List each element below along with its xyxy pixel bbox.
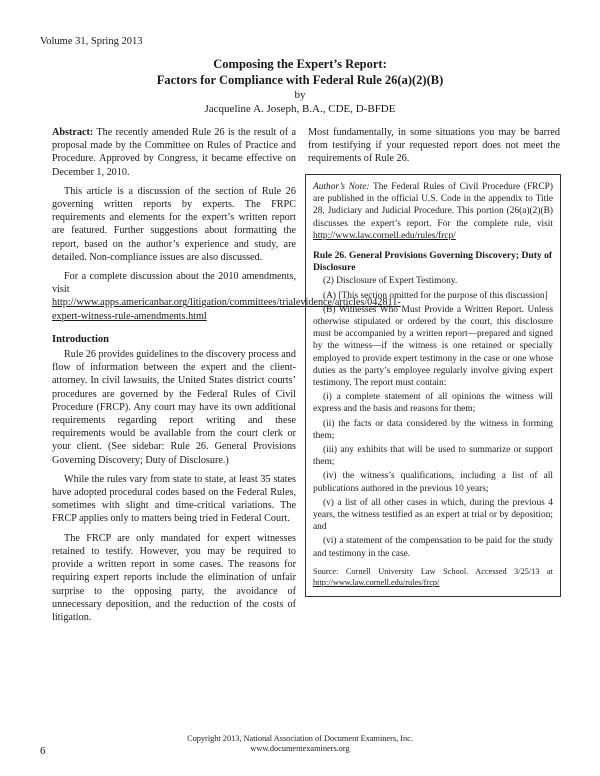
paragraph-rule26-guidelines: Rule 26 provides guidelines to the discovery process and flow of information between the expert and the client-attorney. In civil lawsuits, the United States district courts’ procedures are governed by the Federal Rules of Civil Procedure (FRCP). Any court may have its own additional requirements regarding report writing and these requirements would be available from the court clerk or your client. (See sidebar: Rule 26. General Provisions Governing Discovery; Duty of Disclosure.) — [52, 349, 296, 466]
title-line-2: Factors for Compliance with Federal Rule 26(a)(2)(B) — [156, 73, 444, 87]
rule-item: (A) [This section omitted for the purpose of this discussion] — [323, 290, 548, 301]
website-line: www.documentexaminers.org — [250, 744, 350, 753]
right-column — [308, 126, 560, 166]
rule-item: (B) Witnesses Who Must Provide a Written Report. Unless otherwise stipulated or ordered by the court, this disclosure must be accompanied by a written report—prepared and signed by the witness—if the witness is one retained or specially employed to provide expert testimony in the case or one whose duties as the party’s employee regularly involve giving expert testimony. The report must contain: — [313, 304, 553, 389]
paragraph-state-rules: While the rules vary from state to state, at least 35 states have adopted procedural codes based on the Federal Rules, sometimes with slight and time-critical variations. The FRCP applies only to matters being tried in Federal Court. — [52, 473, 296, 525]
introduction-heading: Introduction — [52, 333, 109, 345]
rule26-heading: Rule 26. General Provisions Governing Discovery; Duty of Disclosure — [313, 250, 553, 274]
rule-item: (2) Disclosure of Expert Testimony. — [323, 276, 458, 287]
by-line: by — [294, 89, 306, 101]
abstract-label: Abstract: — [52, 127, 94, 138]
source-link[interactable]: http://www.law.cornell.edu/rules/frcp/ — [313, 577, 440, 587]
paragraph-frcp-mandate: The FRCP are only mandated for expert witnesses retained to testify. However, you may be required to provide a written report in some cases. The reasons for requiring expert reports include the elimination of unfair surprise to the opposing party, the avoidance of unnecessary deposition, and the reduction of the costs of litigation. — [52, 532, 296, 623]
authors-note-text: The Federal Rules of Civil Procedure (FRCP) are published in the official U.S. Code in the appendix to Title 28, Judiciary and Judicial Procedure. This portion (26(a)(2)(B) discusses the expert’s report. For the complete rule, visit — [313, 182, 553, 229]
rule-item: (vi) a statement of the compensation to be paid for the study and testimony in the case. — [313, 536, 553, 559]
authors-note-label: Author’s Note: — [313, 182, 370, 192]
sidebar-box — [305, 174, 561, 597]
sidebar-source — [313, 566, 553, 588]
page-number: 6 — [40, 745, 46, 757]
abstract-paragraph — [52, 126, 296, 179]
amendments-text: For a complete discussion about the 2010 amendments, visit — [52, 271, 296, 296]
volume-header: Volume 31, Spring 2013 — [40, 36, 143, 47]
paragraph-barred-testifying: Most fundamentally, in some situations you may be barred from testifying if your requested report does not meet the requirements of Rule 26. — [308, 127, 560, 165]
title-line-1: Composing the Expert’s Report: — [213, 57, 387, 71]
author-line: Jacqueline A. Joseph, B.A., CDE, D-BFDE — [204, 103, 396, 115]
amendments-link[interactable]: http://www.apps.americanbar.org/litigation/committees/trialevidence/articles/042811-expert-witness-rule-amendments.html — [52, 297, 401, 322]
cornell-frcp-link[interactable]: http://www.law.cornell.edu/rules/frcp/ — [313, 230, 456, 241]
paragraph-discussion: This article is a discussion of the section of Rule 26 governing written reports by experts. The FRPC requirements and elements for the expert’s written report are featured. Further suggestions about formatting the report, based on the author’s experience and study, are detailed. Non-compliance issues are also discussed. — [52, 185, 296, 263]
rule-item: (iv) the witness’s qualifications, including a list of all publications authored in the previous 10 years; — [313, 471, 553, 494]
rule-item: (i) a complete statement of all opinions the witness will express and the basis and reasons for them; — [313, 392, 553, 415]
abstract-text: The recently amended Rule 26 is the result of a proposal made by the Committee on Rules of Practice and Procedure. Approved by Congress, it became effective on December 1, 2010. — [52, 127, 296, 178]
page-footer — [0, 734, 600, 754]
rule-item: (ii) the facts or data considered by the witness in forming them; — [313, 418, 553, 441]
copyright-line: Copyright 2013, National Association of Document Examiners, Inc. — [187, 734, 413, 743]
rule-item: (iii) any exhibits that will be used to summarize or support them; — [313, 445, 553, 468]
source-text: Source: Cornell University Law School. Accessed 3/25/13 at — [313, 566, 553, 576]
authors-note — [313, 181, 553, 242]
title-block — [40, 56, 560, 116]
rule-item: (v) a list of all other cases in which, during the previous 4 years, the witness testified as an expert at trial or by deposition; and — [313, 497, 553, 533]
